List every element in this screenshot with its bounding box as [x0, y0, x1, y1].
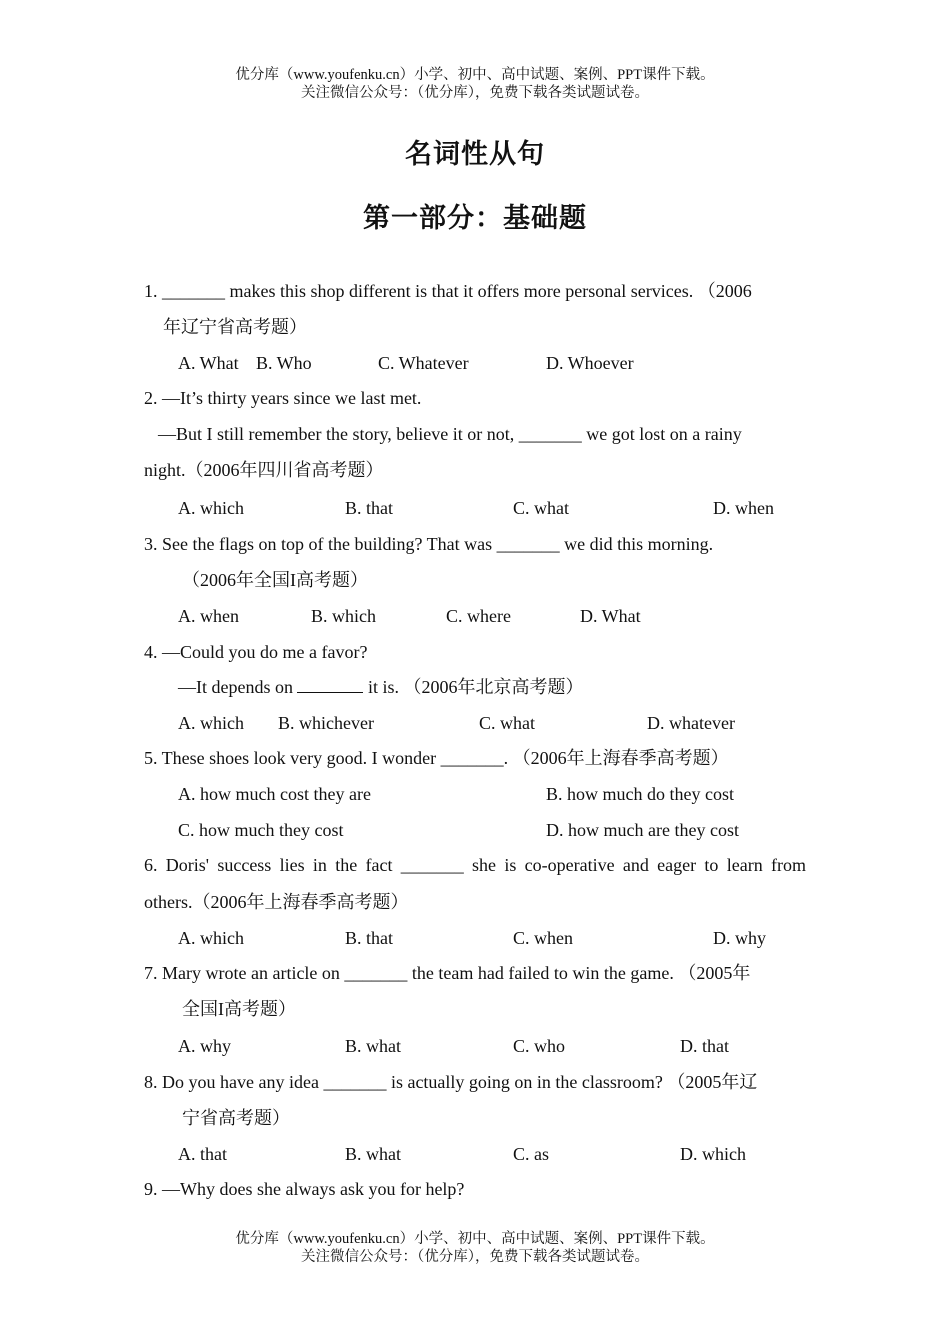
- q2-option-d[interactable]: D. when: [713, 498, 774, 518]
- question-4-text-after: it is. （2006年北京高考题）: [363, 677, 584, 697]
- question-5-line-1: 5. These shoes look very good. I wonder _______. （2006年上海春季高考题）: [144, 748, 729, 768]
- question-4-line-1: 4. —Could you do me a favor?: [144, 642, 368, 662]
- question-2-line-1: 2. —It’s thirty years since we last met.: [144, 388, 422, 408]
- page-header: [0, 66, 950, 102]
- answer-blank: [297, 677, 363, 693]
- page-title: 名词性从句: [405, 139, 545, 170]
- q3-option-d[interactable]: D. What: [580, 606, 641, 626]
- question-2-line-2: —But I still remember the story, believe it or not, _______ we got lost on a rainy: [158, 424, 742, 444]
- q7-option-d[interactable]: D. that: [680, 1036, 729, 1056]
- question-8-line-1: 8. Do you have any idea _______ is actually going on in the classroom? （2005年辽: [144, 1072, 758, 1092]
- q4-option-d[interactable]: D. whatever: [647, 713, 735, 733]
- q3-option-b[interactable]: B. which: [311, 606, 376, 626]
- footer-line-2: 关注微信公众号：（优分库），免费下载各类试题试卷。: [301, 1249, 649, 1265]
- q5-option-c[interactable]: C. how much they cost: [178, 820, 344, 840]
- q5-option-b[interactable]: B. how much do they cost: [546, 784, 734, 804]
- q1-option-c[interactable]: C. Whatever: [378, 353, 469, 373]
- q8-option-c[interactable]: C. as: [513, 1144, 549, 1164]
- q8-option-b[interactable]: B. what: [345, 1144, 401, 1164]
- q3-option-c[interactable]: C. where: [446, 606, 511, 626]
- q8-option-d[interactable]: D. which: [680, 1144, 746, 1164]
- question-2-line-3: night.（2006年四川省高考题）: [144, 460, 384, 480]
- question-8-line-2: 宁省高考题）: [182, 1108, 290, 1128]
- q2-option-c[interactable]: C. what: [513, 498, 569, 518]
- footer-line-1: 优分库（www.youfenku.cn）小学、初中、高中试题、案例、PPT课件下载。: [235, 1231, 715, 1247]
- q5-option-d[interactable]: D. how much are they cost: [546, 820, 739, 840]
- question-1-line-2: 年辽宁省高考题）: [163, 317, 307, 337]
- q1-option-b[interactable]: B. Who: [256, 353, 312, 373]
- q2-option-a[interactable]: A. which: [178, 498, 244, 518]
- question-3-line-2: （2006年全国I高考题）: [182, 570, 368, 590]
- question-3-line-1: 3. See the flags on top of the building? That was _______ we did this morning.: [144, 534, 714, 554]
- question-6-line-2: others.（2006年上海春季高考题）: [144, 892, 409, 912]
- q7-option-a[interactable]: A. why: [178, 1036, 231, 1056]
- q1-option-a[interactable]: A. What: [178, 353, 239, 373]
- q7-option-c[interactable]: C. who: [513, 1036, 566, 1056]
- question-4-text-before: —It depends on: [178, 677, 298, 697]
- q5-option-a[interactable]: A. how much cost they are: [178, 784, 371, 804]
- q3-option-a[interactable]: A. when: [178, 606, 239, 626]
- header-line-1: 优分库（www.youfenku.cn）小学、初中、高中试题、案例、PPT课件下载。: [235, 67, 715, 83]
- q4-option-a[interactable]: A. which: [178, 713, 244, 733]
- q6-option-c[interactable]: C. when: [513, 928, 573, 948]
- question-9-line-1: 9. —Why does she always ask you for help?: [144, 1179, 465, 1199]
- question-7-line-1: 7. Mary wrote an article on _______ the team had failed to win the game. （2005年: [144, 963, 751, 983]
- page-footer: [0, 1230, 950, 1266]
- q6-option-d[interactable]: D. why: [713, 928, 766, 948]
- question-6-line-1: 6. Doris' success lies in the fact _______ she is co-operative and eager to learn from: [144, 855, 806, 875]
- q6-option-a[interactable]: A. which: [178, 928, 244, 948]
- q1-option-d[interactable]: D. Whoever: [546, 353, 634, 373]
- question-1-line-1: 1. _______ makes this shop different is that it offers more personal services. （2006: [144, 281, 752, 301]
- q8-option-a[interactable]: A. that: [178, 1144, 227, 1164]
- q4-option-c[interactable]: C. what: [479, 713, 535, 733]
- q7-option-b[interactable]: B. what: [345, 1036, 401, 1056]
- question-4-line-2: [178, 676, 584, 698]
- header-line-2: 关注微信公众号：（优分库），免费下载各类试题试卷。: [301, 85, 649, 101]
- q2-option-b[interactable]: B. that: [345, 498, 393, 518]
- question-7-line-2: 全国I高考题）: [182, 999, 296, 1019]
- q4-option-b[interactable]: B. whichever: [278, 713, 374, 733]
- q6-option-b[interactable]: B. that: [345, 928, 393, 948]
- section-title: 第一部分：基础题: [363, 203, 587, 234]
